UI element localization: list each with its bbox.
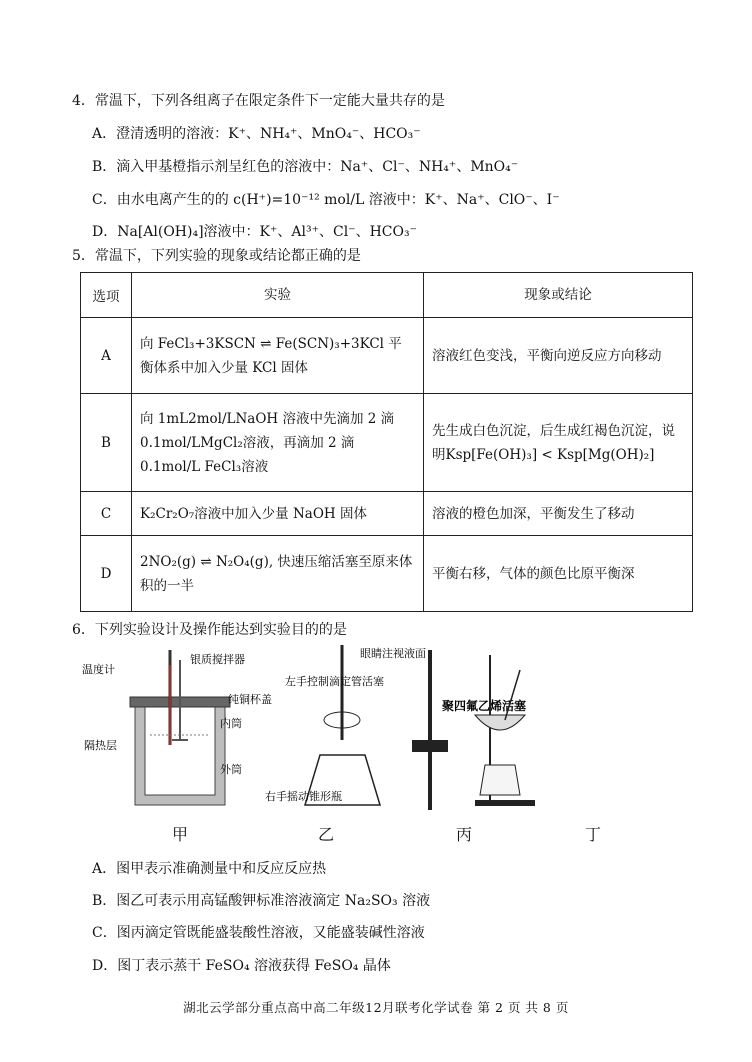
evaporation-figure xyxy=(475,655,535,806)
table-row xyxy=(81,536,693,612)
header-result: 现象或结论 xyxy=(424,273,693,318)
row-option: A xyxy=(81,318,132,394)
fig-label-bing: 丙 xyxy=(456,825,473,844)
row-experiment: K₂Cr₂O₇溶液中加入少量 NaOH 固体 xyxy=(132,492,424,536)
label-inner: 内筒 xyxy=(220,717,242,730)
q6-option-a: A．图甲表示准确测量中和反应反应热 xyxy=(92,861,327,877)
row-option: D xyxy=(81,536,132,612)
header-option: 选项 xyxy=(81,273,132,318)
calorimeter-figure xyxy=(82,650,272,805)
titration-figure xyxy=(265,645,426,805)
table-row xyxy=(81,394,693,492)
label-lid: 纯铜杯盖 xyxy=(228,693,272,706)
row-result: 溶液的橙色加深，平衡发生了移动 xyxy=(424,492,693,536)
label-left-hand: 左手控制滴定管活塞 xyxy=(285,675,384,688)
row-result: 溶液红色变浅，平衡向逆反应方向移动 xyxy=(424,318,693,394)
q6-stem: 6．下列实验设计及操作能达到实验目的的是 xyxy=(72,622,347,638)
fig-label-jia: 甲 xyxy=(172,825,189,844)
table-header-row xyxy=(81,273,693,318)
fig-label-ding: 丁 xyxy=(585,825,602,844)
q4-stem: 4．常温下，下列各组离子在限定条件下一定能大量共存的是 xyxy=(72,93,445,109)
label-thermometer: 温度计 xyxy=(82,663,115,676)
row-result: 先生成白色沉淀，后生成红褐色沉淀，说明Ksp[Fe(OH)₃] < Ksp[Mg(OH)₂] xyxy=(424,394,693,492)
row-experiment: 2NO₂(g) ⇌ N₂O₄(g), 快速压缩活塞至原来体积的一半 xyxy=(132,536,424,612)
row-experiment: 向 FeCl₃+3KSCN ⇌ Fe(SCN)₃+3KCl 平衡体系中加入少量 KCl 固体 xyxy=(132,318,424,394)
q5-stem: 5．常温下，下列实验的现象或结论都正确的是 xyxy=(72,248,361,264)
row-option: B xyxy=(81,394,132,492)
q6-option-c: C．图丙滴定管既能盛装酸性溶液，又能盛装碱性溶液 xyxy=(92,925,425,941)
header-experiment: 实验 xyxy=(132,273,424,318)
q4-option-d: D．Na[Al(OH)₄]溶液中：K⁺、Al³⁺、Cl⁻、HCO₃⁻ xyxy=(92,224,417,240)
q4-option-a: A．澄清透明的溶液：K⁺、NH₄⁺、MnO₄⁻、HCO₃⁻ xyxy=(92,126,421,142)
label-right-hand: 右手摇动锥形瓶 xyxy=(265,790,342,803)
table-row xyxy=(81,318,693,394)
fig-label-yi: 乙 xyxy=(318,825,335,844)
q6-option-d: D．图丁表示蒸干 FeSO₄ 溶液获得 FeSO₄ 晶体 xyxy=(92,958,391,974)
label-stirrer: 银质搅拌器 xyxy=(190,653,245,666)
q6-option-b: B．图乙可表示用高锰酸钾标准溶液滴定 Na₂SO₃ 溶液 xyxy=(92,893,431,909)
label-insulation: 隔热层 xyxy=(84,739,117,752)
table-row xyxy=(81,492,693,536)
row-result: 平衡右移，气体的颜色比原平衡深 xyxy=(424,536,693,612)
q5-table xyxy=(80,272,693,612)
row-option: C xyxy=(81,492,132,536)
label-eye: 眼睛注视液面 xyxy=(360,647,426,660)
q6-figures xyxy=(80,645,540,815)
page-footer: 湖北云学部分重点高中高二年级12月联考化学试卷 第 2 页 共 8 页 xyxy=(183,1000,569,1015)
label-outer: 外筒 xyxy=(220,763,242,776)
q4-option-b: B．滴入甲基橙指示剂呈红色的溶液中：Na⁺、Cl⁻、NH₄⁺、MnO₄⁻ xyxy=(92,159,519,175)
q4-option-c: C．由水电离产生的的 c(H⁺)=10⁻¹² mol/L 溶液中：K⁺、Na⁺、ClO⁻、I⁻ xyxy=(92,192,560,208)
label-ptfe: 聚四氟乙烯活塞 xyxy=(442,699,527,713)
row-experiment: 向 1mL2mol/LNaOH 溶液中先滴加 2 滴 0.1mol/LMgCl₂溶液，再滴加 2 滴 0.1mol/L FeCl₃溶液 xyxy=(132,394,424,492)
